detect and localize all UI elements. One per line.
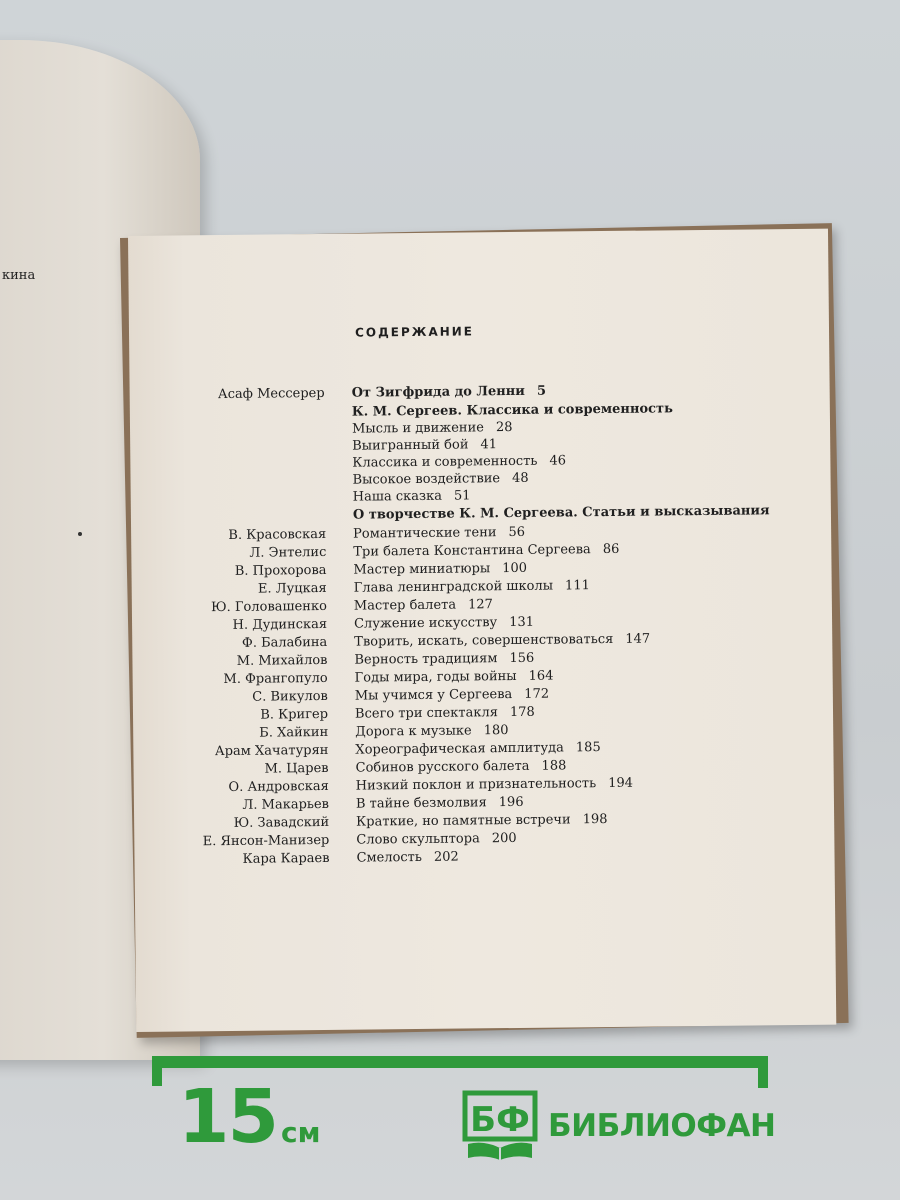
toc-page-number: 41 [480, 437, 498, 453]
toc-work-title: Верность традициям [354, 651, 498, 668]
toc-work [356, 812, 608, 830]
book-logo-icon [462, 1090, 538, 1162]
toc-page-number: 198 [582, 812, 608, 828]
toc-work-title: О творчестве К. М. Сергеева. Статьи и высказывания [352, 503, 770, 523]
toc-page-number: 178 [509, 704, 535, 721]
toc-page-number: 147 [625, 631, 651, 647]
toc-page-number: 131 [509, 614, 535, 631]
left-page-text-fragment: кина [2, 268, 36, 283]
toc-author: М. Царев [264, 760, 329, 777]
toc-work [356, 795, 524, 812]
toc-page-number: 156 [509, 650, 535, 667]
toc-work [352, 437, 497, 454]
toc-work [352, 401, 673, 419]
toc-author: Арам Хачатурян [214, 742, 329, 760]
toc-page-number: 196 [498, 794, 524, 811]
toc-work [354, 615, 534, 632]
toc-author: М. Михайлов [236, 652, 328, 669]
toc-work-title: Высокое воздействие [352, 471, 501, 488]
toc-work-title: Низкий поклон и признательность [355, 776, 597, 794]
toc-page-number: 51 [453, 488, 471, 504]
toc-work-title: Выигранный бой [352, 437, 469, 454]
toc-work [352, 420, 513, 437]
toc-page-number: 172 [524, 686, 550, 702]
toc-author: Ю. Завадский [233, 814, 330, 831]
toc-work [356, 850, 458, 866]
toc-work [354, 632, 650, 650]
toc-page-number: 56 [508, 524, 526, 541]
size-ruler-bar [152, 1056, 768, 1072]
toc-page-number: 202 [433, 849, 459, 865]
contents-page [128, 229, 836, 1032]
toc-page-number: 194 [608, 775, 634, 792]
toc-work-title: Мастер балета [353, 597, 457, 614]
toc-page-number: 100 [502, 560, 528, 577]
size-ruler-left-tick [152, 1056, 162, 1086]
size-value: 15 [178, 1074, 277, 1160]
toc-author: Л. Энтелис [249, 544, 327, 561]
toc-work-title: Слово скульптора [356, 831, 480, 848]
ink-dot [78, 532, 82, 536]
toc-work-title: Три балета Константина Сергеева [353, 542, 591, 560]
toc-work-title: Классика и современность [352, 453, 538, 471]
toc-work-title: Мастер миниатюры [353, 561, 491, 578]
toc-page-number: 48 [512, 470, 529, 486]
toc-work [355, 723, 508, 740]
toc-work [353, 542, 619, 560]
toc-work [354, 651, 534, 668]
brand-name: БИБЛИОФАН [548, 1108, 776, 1144]
size-unit: см [280, 1116, 321, 1149]
toc-work-title: Смелость [356, 849, 422, 866]
toc-author: Н. Дудинская [232, 616, 328, 633]
toc-work [356, 758, 567, 775]
toc-work-title: Краткие, но памятные встречи [356, 812, 571, 830]
toc-work-title: Годы мира, годы войны [354, 668, 517, 686]
toc-work-title: Дорога к музыке [355, 723, 472, 740]
toc-page-number: 188 [541, 758, 567, 774]
toc-page-number: 5 [536, 383, 547, 399]
toc-work [356, 776, 633, 794]
toc-work-title: Романтические тени [353, 525, 497, 542]
toc-work [354, 578, 590, 595]
toc-author: Кара Караев [242, 850, 330, 867]
toc-page-number: 180 [483, 723, 509, 739]
toc-work-title: Мысль и движение [351, 420, 484, 437]
toc-work [355, 705, 535, 722]
toc-page-number: 185 [575, 740, 601, 756]
toc-author: Ю. Головашенко [211, 598, 327, 616]
toc-page-number: 111 [564, 578, 590, 594]
toc-work [353, 488, 471, 504]
toc-work [355, 740, 600, 758]
size-ruler-right-tick [758, 1056, 768, 1088]
toc-work [356, 831, 516, 848]
toc-work [352, 453, 566, 470]
toc-work [353, 525, 525, 542]
toc-page-number: 200 [491, 830, 517, 847]
toc-work-title: Хореографическая амплитуда [355, 740, 564, 758]
toc-work-title: Служение искусству [353, 615, 498, 632]
toc-work-title: Глава ленинградской школы [353, 578, 554, 596]
toc-page-number: 46 [549, 453, 567, 469]
toc-author: Е. Янсон-Манизер [202, 832, 330, 850]
toc-work [355, 687, 549, 704]
toc-work-title: Творить, искать, совершенствоваться [354, 631, 614, 650]
toc-author: М. Франгопуло [223, 670, 328, 688]
toc-list [130, 381, 830, 867]
toc-page-number: 127 [467, 597, 493, 613]
toc-author: О. Андровская [228, 778, 329, 795]
toc-author: Е. Луцкая [257, 580, 327, 597]
toc-author: Асаф Мессерер [217, 385, 325, 403]
toc-work [353, 561, 527, 578]
toc-author: С. Викулов [252, 688, 328, 705]
toc-author: В. Прохорова [234, 562, 327, 579]
toc-work [352, 384, 546, 401]
toc-work-title: В тайне безмолвия [355, 795, 487, 812]
toc-work-title: Мы учимся у Сергеева [354, 687, 513, 704]
toc-work-title: От Зигфрида до Ленни [351, 383, 525, 401]
toc-author: Ф. Балабина [241, 634, 328, 651]
toc-author: Л. Макарьев [242, 796, 330, 813]
size-label [178, 1074, 321, 1160]
toc-page-number: 28 [495, 419, 513, 436]
page-title: СОДЕРЖАНИЕ [354, 324, 475, 340]
toc-work [353, 503, 770, 522]
brand-logo-letters: БФ [470, 1100, 530, 1140]
toc-work [352, 471, 528, 488]
toc-work [355, 669, 554, 686]
toc-page-number: 164 [528, 668, 554, 684]
toc-work-title: Наша сказка [352, 488, 443, 505]
toc-work-title: Всего три спектакля [354, 705, 498, 722]
toc-page-number: 86 [602, 541, 620, 558]
toc-author: В. Красовская [228, 526, 327, 543]
toc-work-title: К. М. Сергеев. Классика и современность [351, 401, 673, 420]
toc-work-title: Собинов русского балета [355, 758, 530, 776]
toc-work [354, 597, 493, 613]
toc-author: Б. Хайкин [259, 724, 329, 741]
toc-author: В. Кригер [260, 706, 329, 723]
